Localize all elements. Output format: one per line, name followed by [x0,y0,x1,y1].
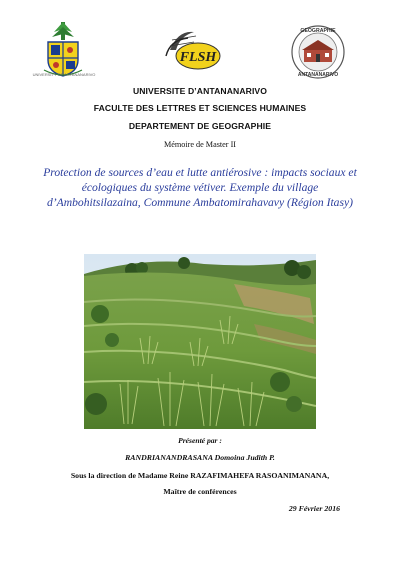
thesis-title: Protection de sources d’eau et lutte antiérosive : impacts sociaux et écologiques du système vétiver. Exemple du village d’Ambohitsilazaina, Commune Ambatomirahavavy (Région Itasy) [43,166,357,209]
degree-label: Mémoire de Master II [163,140,237,149]
crest-caption: UNIVERSITY OF ANTANANARIVO [32,72,96,77]
submission-date: 29 Février 2016 [288,504,340,513]
flsh-emblem-icon [160,26,224,74]
flsh-text: FLSH [179,50,217,65]
seal-bottom-text: ANTANANARIVO [297,72,339,78]
geography-department-seal-icon [290,24,346,80]
author-name: RANDRIANANDRASANA Domoina Judith P. [125,453,275,462]
faculty-name: FACULTE DES LETTRES ET SCIENCES HUMAINES [93,103,307,113]
supervisor-rank: Maître de conférences [163,487,237,496]
supervision-line: Sous la direction de Madame Reine RAZAFIMAHEFA RASOANIMANANA, [70,471,330,480]
department-name: DEPARTEMENT DE GEOGRAPHIE [128,121,272,131]
landscape-photo [84,254,316,429]
university-name: UNIVERSITE D’ANTANANARIVO [132,86,268,96]
presented-by-label: Présenté par : [178,436,222,445]
seal-top-text: GEOGRAPHIE [300,28,336,34]
